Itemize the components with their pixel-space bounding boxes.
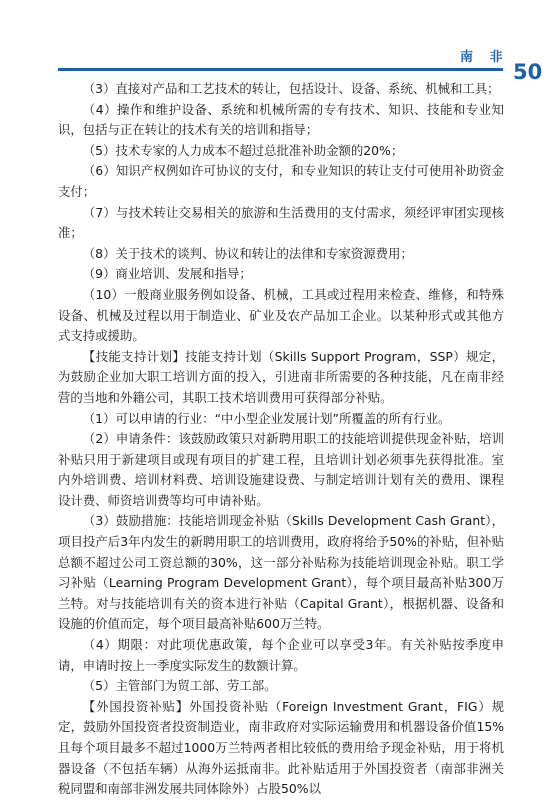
header-country-label: 南 非 bbox=[460, 50, 509, 65]
paragraph: （10）一般商业服务例如设备、机械，工具或过程用来检查、维修，和特殊设备、机械及过程以用于制造业、矿业及农产品加工企业。以某种形式或其他方式支持或援助。 bbox=[58, 286, 504, 344]
paragraph: （6）知识产权例如许可协议的支付，和专业知识的转让支付可使用补助资金支付； bbox=[58, 163, 504, 199]
paragraph: （3）直接对产品和工艺技术的转让，包括设计、设备、系统、机械和工具； bbox=[82, 81, 500, 96]
section-paragraph-ssp: 【技能支持计划】技能支持计划（Skills Support Program，SSP）规定，为鼓励企业加大职工培训方面的投入，引进南非所需要的各种技能，凡在南非经营的当地和外籍公司，其职工技术培训费用可获得部分补贴。 bbox=[58, 348, 504, 405]
paragraph: （5）技术专家的人力成本不超过总批准补助金额的20%； bbox=[82, 142, 404, 158]
body-text bbox=[58, 79, 504, 800]
paragraph: （3）鼓励措施：技能培训现金补贴（Skills Development Cash Grant），项目投产后3年内发生的新聘用职工的培训费用，政府将给予50%的补贴，但补贴总额不超过公司工资总额的30%，这一部分补贴称为技能培训现金补贴。职工学习补贴（Learning Program Development Grant），每个项目最高补贴300万兰特。对与技能培训有关的资本进行补贴（Capital Grant），根据机器、设备和设施的价值而定，每个项目最高补贴600万兰特。 bbox=[58, 513, 504, 632]
paragraph: （1）可以申请的行业：“中小型企业发展计划”所覆盖的所有行业。 bbox=[82, 410, 451, 426]
paragraph: （4）期限：对此项优惠政策，每个企业可以享受3年。有关补贴按季度申请，申请时按上一季度实际发生的数额计算。 bbox=[58, 637, 504, 673]
paragraph: （9）商业培训、发展和指导； bbox=[82, 266, 252, 282]
paragraph: （7）与技术转让交易相关的旅游和生活费用的支付需求，须经评审团实现核准； bbox=[58, 204, 504, 241]
header-rule bbox=[58, 68, 503, 71]
paragraph: （5）主管部门为贸工部、劳工部。 bbox=[82, 678, 277, 694]
paragraph: （2）申请条件：该鼓励政策只对新聘用职工的技能培训提供现金补贴，培训补贴只用于新建项目或现有项目的扩建工程，且培训计划必须事先获得批准。室内外培训费、培训材料费、培训设施建设费、与制定培训计划有关的费用、课程设计费、师资培训费等均可申请补贴。 bbox=[58, 431, 504, 508]
page-number: 50 bbox=[513, 60, 543, 84]
section-paragraph-fig: 【外国投资补贴】外国投资补贴（Foreign Investment Grant，FIG）规定，鼓励外国投资者投资制造业，南非政府对实际运输费用和机器设备价值15%且每个项目最多不超过1000万兰特两者相比较低的费用给予现金补贴，用于将机器设备（不包括车辆）从海外运抵南非。此补贴适用于外国投资者（南部非洲关税同盟和南部非洲发展共同体除外）占股50%以 bbox=[58, 698, 504, 797]
paragraph: （4）操作和维护设备、系统和机械所需的专有技术、知识、技能和专业知识，包括与正在转让的技术有关的培训和指导； bbox=[58, 101, 504, 138]
paragraph: （8）关于技术的谈判、协议和转让的法律和专家资源费用； bbox=[82, 245, 413, 261]
